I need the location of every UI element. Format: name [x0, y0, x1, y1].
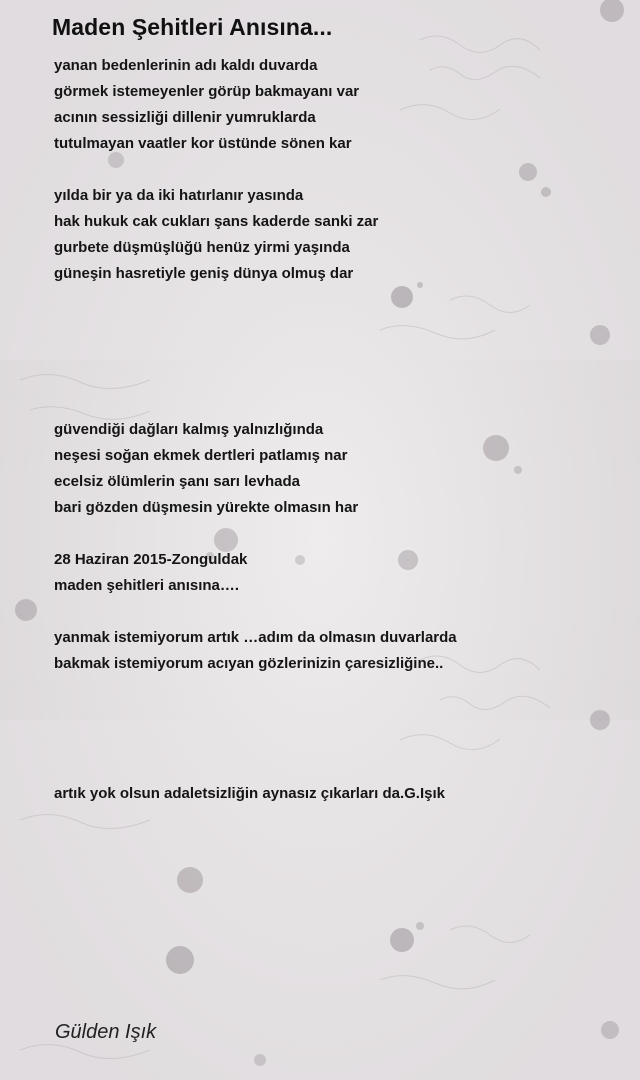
- poem-title: Maden Şehitleri Anısına...: [52, 14, 333, 40]
- poem-dedication-line: maden şehitleri anısına….: [54, 577, 240, 594]
- poem-line: güvendiği dağları kalmış yalnızlığında: [54, 421, 324, 438]
- poem-line: ecelsiz ölümlerin şanı sarı levhada: [54, 473, 300, 490]
- stanza-break: [54, 157, 614, 183]
- poem-author: Gülden Işık: [55, 1021, 157, 1043]
- stanza-break: [54, 391, 614, 417]
- stanza-break: [54, 729, 614, 755]
- poem-line: yanan bedenlerinin adı kaldı duvarda: [54, 57, 318, 74]
- poem-line: neşesi soğan ekmek dertleri patlamış nar: [54, 447, 348, 464]
- poem-date-line: 28 Haziran 2015-Zonguldak: [54, 551, 248, 568]
- poem-line: görmek istemeyenler görüp bakmayanı var: [54, 83, 360, 100]
- poem-line: tutulmayan vaatler kor üstünde sönen kar: [54, 135, 352, 152]
- stanza-break: [54, 313, 614, 339]
- poem-line: acının sessizliği dillenir yumruklarda: [54, 109, 316, 126]
- poem-body: [54, 53, 614, 807]
- poem-line: yanmak istemiyorum artık …adım da olmasın duvarlarda: [54, 629, 457, 646]
- poem-line: bari gözden düşmesin yürekte olmasın har: [54, 499, 359, 516]
- stanza-break: [54, 703, 614, 729]
- stanza-break: [54, 339, 614, 365]
- poem-closing-line: artık yok olsun adaletsizliğin aynasız çıkarları da.G.Işık: [54, 785, 445, 802]
- stanza-break: [54, 755, 614, 781]
- stanza-break: [54, 287, 614, 313]
- stanza-break: [54, 521, 614, 547]
- poem-line: gurbete düşmüşlüğü henüz yirmi yaşında: [54, 239, 350, 256]
- poem-line: güneşin hasretiyle geniş dünya olmuş dar: [54, 265, 354, 282]
- poem-line: hak hukuk cak cukları şans kaderde sanki zar: [54, 213, 379, 230]
- poem-line: yılda bir ya da iki hatırlanır yasında: [54, 187, 304, 204]
- stanza-break: [54, 365, 614, 391]
- stanza-break: [54, 599, 614, 625]
- poem-line: bakmak istemiyorum acıyan gözlerinizin çaresizliğine..: [54, 655, 444, 672]
- stanza-break: [54, 677, 614, 703]
